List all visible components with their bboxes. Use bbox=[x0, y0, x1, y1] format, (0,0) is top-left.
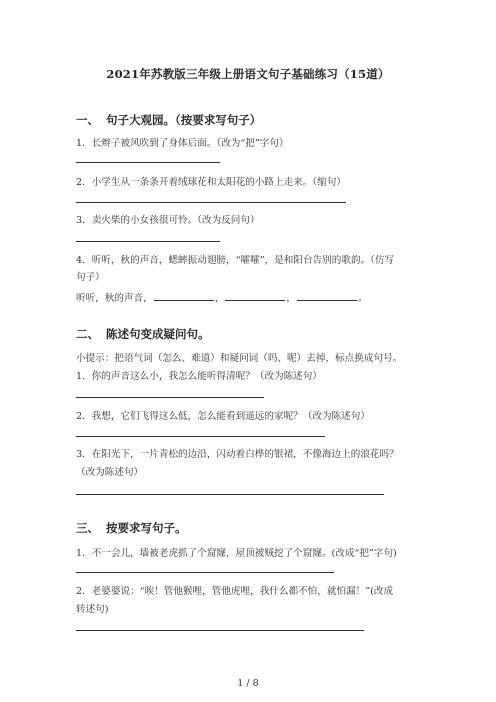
question-line: 3．卖火柴的小女孩很可怜。（改为反问句） bbox=[76, 215, 260, 226]
section-heading-2 bbox=[76, 326, 210, 342]
section-title: 陈述句变成疑问句。 bbox=[106, 327, 210, 341]
answer-line[interactable] bbox=[76, 436, 325, 437]
question-line: 2．我想，它们飞得这么低，怎么能看到遥远的家呢？（改为陈述句） bbox=[76, 411, 370, 422]
question-line: 句子） bbox=[76, 272, 105, 283]
fill-blank[interactable] bbox=[154, 291, 214, 301]
section-heading-3 bbox=[76, 520, 187, 536]
section-heading-1 bbox=[76, 112, 261, 128]
section-number: 一、 bbox=[76, 113, 99, 127]
hint-line: 小提示：把语气词（怎么、难道）和疑问词（吗、呢）去掉，标点换成句号。 bbox=[76, 353, 403, 364]
page-number: 1 / 8 bbox=[237, 678, 259, 689]
fill-in-line bbox=[76, 290, 368, 304]
section-title: 句子大观园。（按要求写句子） bbox=[106, 113, 262, 127]
question-line: 转述句) bbox=[76, 604, 109, 615]
answer-line[interactable] bbox=[76, 202, 346, 203]
period: 。 bbox=[357, 293, 368, 304]
separator: ， bbox=[286, 293, 296, 304]
question-line: （改为陈述句） bbox=[76, 467, 144, 478]
question-line: 1．你的声音这么小，我怎么能听得清呢？（改为陈述句） bbox=[76, 371, 322, 382]
section-title: 按要求写句子。 bbox=[106, 521, 187, 535]
answer-line[interactable] bbox=[76, 397, 264, 398]
question-line: 1．不一会儿，墙被老虎抓了个窟窿，屋顶被贼挖了个窟窿。(改成“把”字句) bbox=[76, 548, 397, 559]
question-line: 1．长辫子被风吹到了身体后面。（改为“把”字句） bbox=[76, 138, 289, 149]
answer-line[interactable] bbox=[76, 494, 384, 495]
question-line: 2．老婆婆说：“唉！管他猴哩，管他虎哩，我什么都不怕，就怕漏！”(改成 bbox=[76, 586, 394, 597]
answer-line[interactable] bbox=[76, 630, 364, 631]
fill-in-prefix: 听听，秋的声音， bbox=[76, 293, 153, 304]
section-number: 三、 bbox=[76, 521, 99, 535]
fill-blank[interactable] bbox=[297, 291, 357, 301]
page-title: 2021年苏教版三年级上册语文句子基础练习（15道） bbox=[106, 67, 390, 81]
fill-blank[interactable] bbox=[225, 291, 285, 301]
answer-line[interactable] bbox=[76, 241, 220, 242]
section-number: 二、 bbox=[76, 327, 99, 341]
question-line: 3．在阳光下，一片青松的边沿，闪动着白桦的银裙，不像海边上的浪花吗？ bbox=[76, 449, 399, 460]
answer-line[interactable] bbox=[76, 572, 334, 573]
question-line: 4．听听，秋的声音，蟋蟀振动翅膀，“嚯嚯”，是和阳台告别的歌韵。（仿写 bbox=[76, 255, 395, 266]
separator: ， bbox=[214, 293, 225, 304]
question-line: 2．小学生从一条条开着绒球花和太阳花的小路上走来。（缩句） bbox=[76, 177, 346, 188]
answer-line[interactable] bbox=[76, 162, 220, 163]
